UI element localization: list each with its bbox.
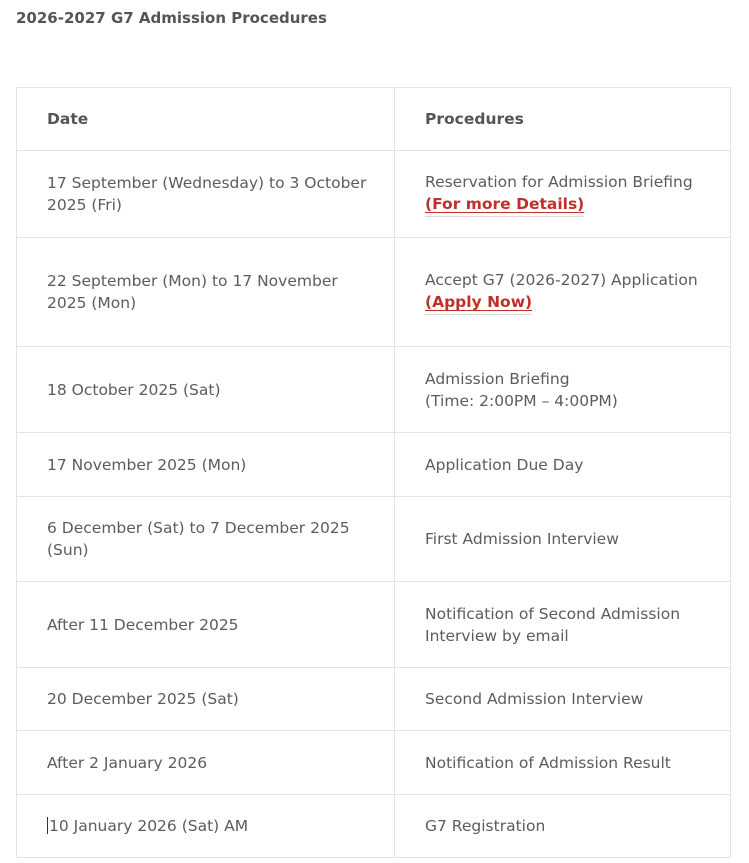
procedures-column-header: Procedures [395, 88, 731, 151]
date-cell [17, 795, 395, 858]
procedure-text: Admission Briefing [425, 369, 570, 388]
table-row [17, 497, 731, 582]
procedure-cell: Notification of Second Admission Interview by email [395, 582, 731, 668]
table-row [17, 731, 731, 795]
date-cell: After 2 January 2026 [17, 731, 395, 795]
date-cell: 20 December 2025 (Sat) [17, 668, 395, 731]
procedure-cell: G7 Registration [395, 795, 731, 858]
page-title: 2026-2027 G7 Admission Procedures [16, 9, 327, 27]
date-cell: 6 December (Sat) to 7 December 2025 (Sun) [17, 497, 395, 582]
for-more-details-link[interactable]: (For more Details) [425, 193, 584, 217]
table-header-row [17, 88, 731, 151]
procedure-cell: Notification of Admission Result [395, 731, 731, 795]
procedure-cell [395, 238, 731, 347]
procedure-cell [395, 347, 731, 433]
text-cursor [47, 817, 48, 834]
table-row [17, 795, 731, 858]
date-cell: 17 September (Wednesday) to 3 October 2025 (Fri) [17, 151, 395, 238]
admission-procedures-table [16, 87, 731, 858]
procedure-time-detail: (Time: 2:00PM – 4:00PM) [425, 391, 618, 410]
table-row [17, 433, 731, 497]
procedure-cell: Application Due Day [395, 433, 731, 497]
date-cell: 17 November 2025 (Mon) [17, 433, 395, 497]
date-cell: 22 September (Mon) to 17 November 2025 (Mon) [17, 238, 395, 347]
date-column-header: Date [17, 88, 395, 151]
table-row [17, 238, 731, 347]
table-row [17, 582, 731, 668]
procedure-cell: Second Admission Interview [395, 668, 731, 731]
date-cell: 18 October 2025 (Sat) [17, 347, 395, 433]
table-row [17, 347, 731, 433]
procedure-cell [395, 151, 731, 238]
date-cell: After 11 December 2025 [17, 582, 395, 668]
table-row [17, 151, 731, 238]
table-row [17, 668, 731, 731]
procedure-text: Accept G7 (2026-2027) Application [425, 271, 698, 289]
date-text: 10 January 2026 (Sat) AM [49, 817, 249, 835]
procedure-text: Reservation for Admission Briefing [425, 173, 693, 191]
apply-now-link[interactable]: (Apply Now) [425, 291, 532, 315]
procedure-cell: First Admission Interview [395, 497, 731, 582]
